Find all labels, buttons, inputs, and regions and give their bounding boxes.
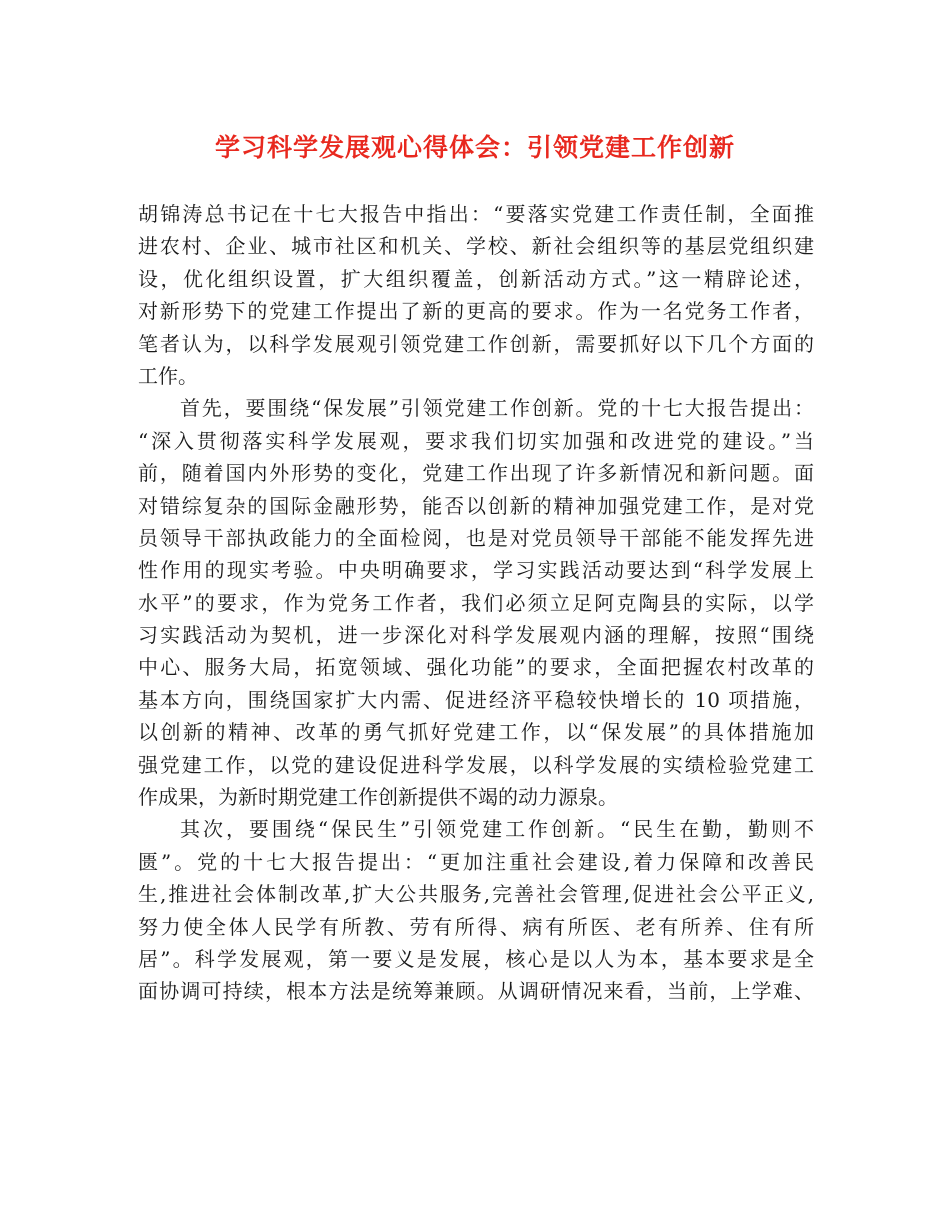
text-line: 水平”的要求，作为党务工作者，我们必须立足阿克陶县的实际，以学	[138, 590, 814, 615]
text-line: 作成果，为新时期党建工作创新提供不竭的动力源泉。	[138, 785, 618, 810]
text-line: 中心、服务大局，拓宽领域、强化功能”的要求，全面把握农村改革的	[138, 655, 814, 680]
text-line: 基本方向，围绕国家扩大内需、促进经济平稳较快增长的 10 项措施，	[138, 687, 814, 712]
text-line: 其次，要围绕“保民生”引领党建工作创新。“民生在勤，勤则不	[180, 817, 814, 842]
text-line: 进农村、企业、城市社区和机关、学校、新社会组织等的基层党组织建	[138, 234, 814, 259]
text-line: 生,推进社会体制改革,扩大公共服务,完善社会管理,促进社会公平正义,	[138, 882, 814, 907]
text-line: 性作用的现实考验。中央明确要求，学习实践活动要达到“科学发展上	[138, 558, 814, 583]
text-line: 工作。	[138, 363, 198, 388]
text-line: 前，随着国内外形势的变化，党建工作出现了许多新情况和新问题。面	[138, 461, 814, 486]
text-line: 面协调可持续，根本方法是统筹兼顾。从调研情况来看，当前，上学难、	[138, 979, 814, 1004]
text-line: 对新形势下的党建工作提出了新的更高的要求。作为一名党务工作者，	[138, 299, 814, 324]
text-line: 匮”。党的十七大报告提出：“更加注重社会建设,着力保障和改善民	[138, 849, 814, 874]
text-line: 强党建工作，以党的建设促进科学发展，以科学发展的实绩检验党建工	[138, 752, 814, 777]
text-line: 首先，要围绕“保发展”引领党建工作创新。党的十七大报告提出：	[180, 396, 814, 421]
document-title: 学习科学发展观心得体会：引领党建工作创新	[214, 133, 735, 162]
document-body	[138, 198, 814, 1008]
text-line: 胡锦涛总书记在十七大报告中指出：“要落实党建工作责任制，全面推	[138, 202, 814, 226]
text-line: 居”。科学发展观，第一要义是发展，核心是以人为本，基本要求是全	[138, 946, 814, 971]
text-line: 习实践活动为契机，进一步深化对科学发展观内涵的理解，按照“围绕	[138, 623, 814, 648]
text-line: 设，优化组织设置，扩大组织覆盖，创新活动方式。”这一精辟论述，	[138, 266, 814, 291]
text-line: 以创新的精神、改革的勇气抓好党建工作，以“保发展”的具体措施加	[138, 720, 814, 745]
text-line: 对错综复杂的国际金融形势，能否以创新的精神加强党建工作，是对党	[138, 493, 814, 518]
text-line: 努力使全体人民学有所教、劳有所得、病有所医、老有所养、住有所	[138, 914, 814, 939]
text-line: 笔者认为，以科学发展观引领党建工作创新，需要抓好以下几个方面的	[138, 331, 814, 356]
text-line: 员领导干部执政能力的全面检阅，也是对党员领导干部能不能发挥先进	[138, 525, 814, 550]
text-line: “深入贯彻落实科学发展观，要求我们切实加强和改进党的建设。”当	[138, 428, 814, 453]
